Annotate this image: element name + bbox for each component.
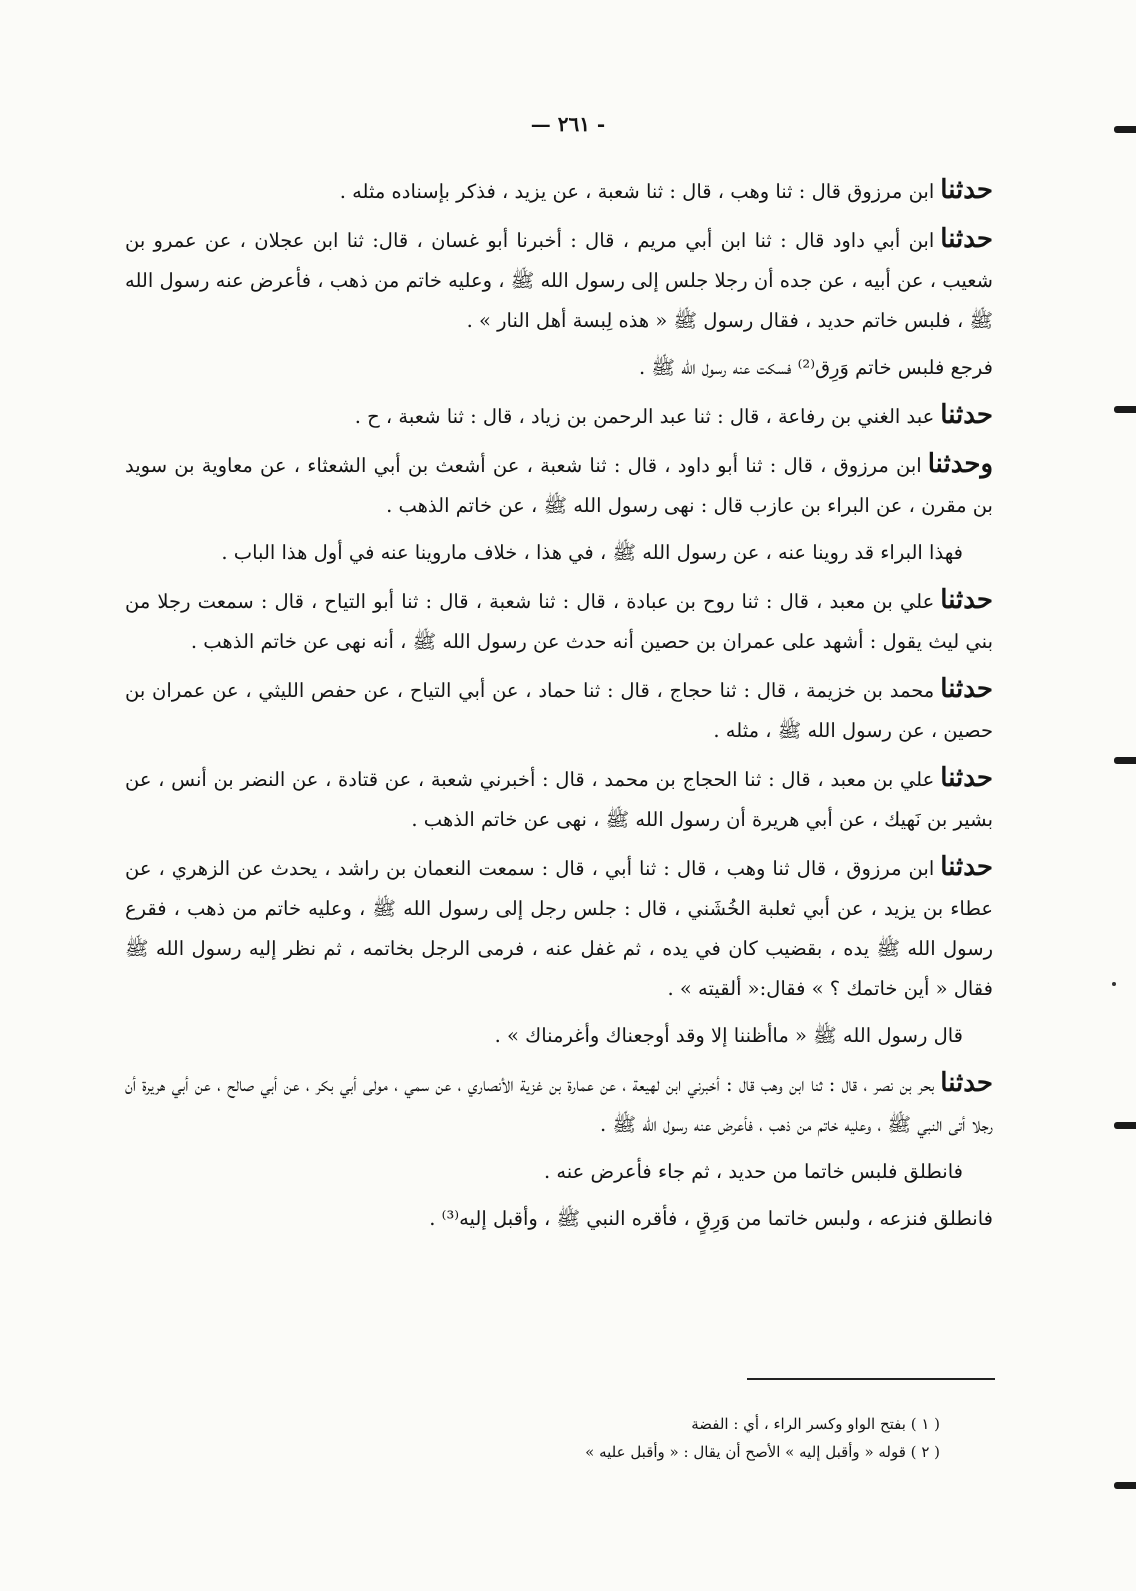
paragraph [125, 395, 993, 437]
paragraph-text: ابن مرزوق ، قال : ثنا أبو داود ، قال : ثنا شعبة ، عن أشعث بن أبي الشعثاء ، عن معاوية بن سويد بن مقرن ، عن البراء بن عازب قال : نهى رسول الله ﷺ ، عن خاتم الذهب . [125, 454, 993, 517]
paragraph [125, 1063, 993, 1145]
hadith-lead-word: حدثنا [940, 224, 993, 254]
paragraph-text: ابن مرزوق قال : ثنا وهب ، قال : ثنا شعبة ، عن يزيد ، فذكر بإسناده مثله . [339, 180, 935, 203]
hadith-lead-word: وحدثنا [927, 449, 993, 479]
hadith-lead-word: حدثنا [940, 585, 993, 615]
paragraph-text: فانطلق فنزعه ، ولبس خاتما من وَرِقٍ ، فأقره النبي ﷺ ، وأقبل إليه⁽³⁾ . [429, 1207, 993, 1230]
scan-edge-mark [1114, 757, 1136, 764]
paragraph-text: قال رسول الله ﷺ « ماأظننا إلا وقد أوجعناك وأغرمناك » . [494, 1024, 963, 1047]
footnote: ( ١ ) بفتح الواو وكسر الراء ، أي : الفضة [691, 1415, 940, 1433]
hadith-lead-word: حدثنا [940, 400, 993, 430]
hadith-lead-word: حدثنا [940, 763, 993, 793]
scan-edge-mark [1114, 1122, 1136, 1129]
page-number: — ٢٦١ - [530, 112, 606, 136]
paragraph [125, 1199, 993, 1239]
paragraph-text: عبد الغني بن رفاعة ، قال : ثنا عبد الرحمن بن زياد ، قال : ثنا شعبة ، ح . [354, 405, 935, 428]
scan-speck [1112, 982, 1116, 986]
paragraph [125, 219, 993, 341]
paragraph-text: علي بن معبد ، قال : ثنا روح بن عبادة ، قال : ثنا شعبة ، قال : ثنا أبو التياح ، قال : سمعت رجلا من بني ليث يقول : أشهد على عمران بن حصين أنه حدث عن رسول الله ﷺ ، أنه نهى عن خاتم الذهب . [125, 590, 993, 653]
hadith-lead-word: حدثنا [940, 852, 993, 882]
hadith-lead-word: حدثنا [940, 674, 993, 704]
paragraph-text: ابن مرزوق ، قال ثنا وهب ، قال : ثنا أبي ، قال : سمعت النعمان بن راشد ، يحدث عن الزهري ، عن عطاء بن يزيد ، عن أبي ثعلبة الخُشَني ، قال : جلس رجل إلى رسول الله ﷺ ، وعليه خاتم من ذهب ، فقرع رسول الله ﷺ يده ، بقضيب كان في يده ، ثم غفل عنه ، فرمى الرجل بخاتمه ، ثم نظر إليه رسول الله ﷺ فقال « أين خاتمك ؟ » فقال:« ألقيته » . [125, 857, 993, 1000]
footnote: ( ٢ ) قوله « وأقبل إليه » الأصح أن يقال : « وأقبل عليه » [585, 1443, 940, 1461]
paragraph [125, 348, 993, 388]
paragraph [125, 669, 993, 751]
paragraph [125, 444, 993, 526]
hadith-lead-word: حدثنا [940, 1068, 993, 1098]
paragraph-text: بحر بن نصر ، قال : ثنا ابن وهب قال : أخبرني ابن لهيعة ، عن عمارة بن غزية الأنصاري ، عن سمي ، مولى أبي بكر ، عن أبي صالح ، عن أبي هريرة أن رجلا أتى النبي ﷺ ، وعليه خاتم من ذهب ، فأعرض عنه رسول الله ﷺ . [125, 1073, 993, 1136]
paragraph-text: ابن أبي داود قال : ثنا ابن أبي مريم ، قال : أخبرنا أبو غسان ، قال: ثنا ابن عجلان ، عن عمرو بن شعيب ، عن أبيه ، عن جده أن رجلا جلس إلى رسول الله ﷺ ، وعليه خاتم من ذهب ، فأعرض عنه رسول الله ﷺ ، فلبس خاتم حديد ، فقال رسول ﷺ « هذه لِبسة أهل النار » . [125, 229, 993, 332]
scan-edge-mark [1114, 1482, 1136, 1489]
paragraph [125, 758, 993, 840]
scan-edge-mark [1114, 406, 1136, 413]
paragraph-text: فهذا البراء قد روينا عنه ، عن رسول الله ﷺ ، في هذا ، خلاف ماروينا عنه في أول هذا الباب . [221, 541, 963, 564]
paragraph [125, 847, 993, 1009]
paragraph-text: علي بن معبد ، قال : ثنا الحجاج بن محمد ، قال : أخبرني شعبة ، عن قتادة ، عن النضر بن أنس ، عن بشير بن نَهيك ، عن أبي هريرة أن رسول الله ﷺ ، نهى عن خاتم الذهب . [125, 768, 993, 831]
main-text [125, 170, 993, 1246]
paragraph [125, 1016, 993, 1056]
footnote-divider [747, 1378, 995, 1380]
paragraph-text: فرجع فلبس خاتم وَرِق⁽²⁾ فسكت عنه رسول الله ﷺ . [638, 356, 993, 379]
scan-edge-mark [1114, 126, 1136, 133]
paragraph-text: فانطلق فلبس خاتما من حديد ، ثم جاء فأعرض عنه . [543, 1160, 963, 1183]
paragraph [125, 533, 993, 573]
paragraph-text: محمد بن خزيمة ، قال : ثنا حجاج ، قال : ثنا حماد ، عن أبي التياح ، عن حفص الليثي ، عن عمران بن حصين ، عن رسول الله ﷺ ، مثله . [125, 679, 993, 742]
paragraph [125, 580, 993, 662]
hadith-lead-word: حدثنا [940, 175, 993, 205]
paragraph [125, 170, 993, 212]
footnotes [140, 1410, 940, 1466]
paragraph [125, 1152, 993, 1192]
